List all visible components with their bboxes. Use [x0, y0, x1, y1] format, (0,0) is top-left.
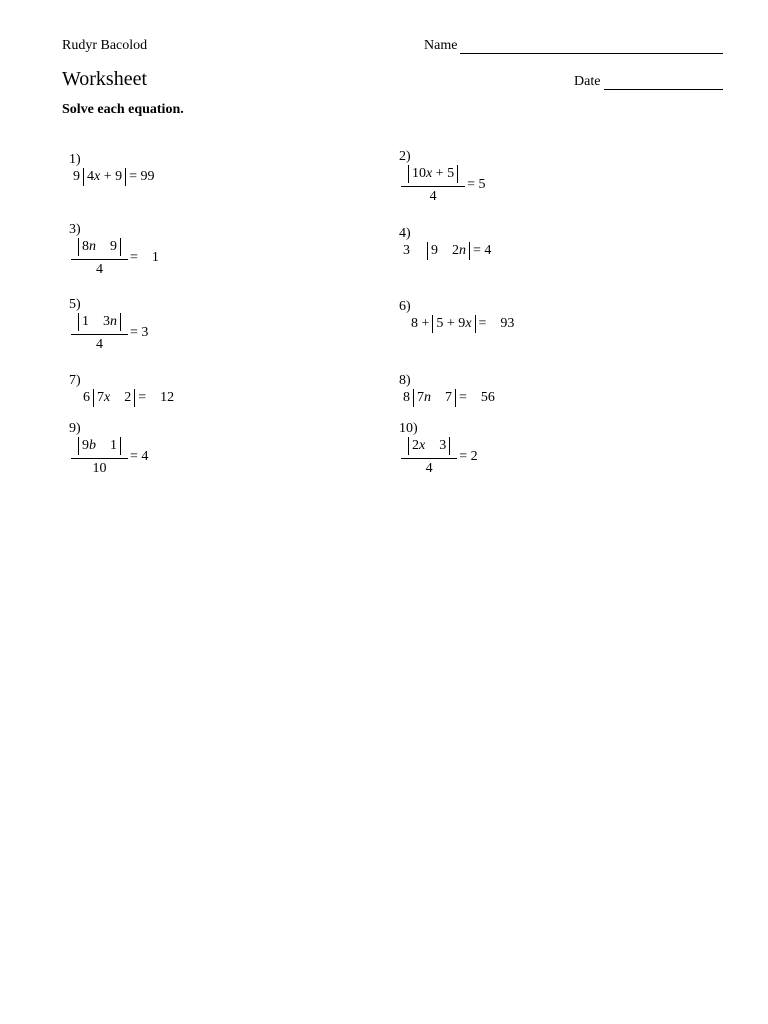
- problem-9: [62, 405, 148, 477]
- problem-2: [392, 133, 486, 205]
- absolute-value-expression: 10x + 5: [412, 166, 455, 182]
- right-hand-side: = 99: [129, 169, 155, 185]
- problem-4: [392, 210, 491, 260]
- absolute-value-expression: 2x 3: [412, 438, 447, 454]
- fraction: [401, 437, 457, 477]
- problem-3: [62, 206, 159, 278]
- problem-number: 2): [399, 149, 411, 164]
- problem-number: 4): [399, 226, 411, 241]
- right-hand-side: = 3: [130, 325, 149, 341]
- absolute-value-expression: 9b 1: [82, 438, 117, 454]
- absolute-value-expression: 1 3n: [82, 314, 117, 330]
- problem-6: [392, 283, 514, 333]
- denominator: 4: [96, 262, 103, 278]
- right-hand-side: = 5: [467, 177, 486, 193]
- problem-number: 6): [399, 299, 411, 314]
- fraction: [71, 238, 128, 278]
- right-hand-side: = 93: [478, 316, 515, 332]
- name-label: Name: [424, 38, 458, 53]
- problem-number: 9): [69, 421, 81, 436]
- prefix: 8 +: [411, 316, 430, 332]
- denominator: 10: [92, 461, 107, 477]
- absolute-value-expression: 7n 7: [417, 390, 452, 406]
- problem-8: [392, 357, 495, 407]
- denominator: 4: [96, 337, 103, 353]
- instructions: Solve each equation.: [62, 102, 184, 117]
- fraction: [71, 313, 128, 353]
- problem-number: 8): [399, 373, 411, 388]
- problem-5: [62, 281, 148, 353]
- absolute-value-expression: 4x + 9: [87, 169, 123, 185]
- prefix: 3: [403, 243, 410, 259]
- problem-number: 10): [399, 421, 418, 436]
- right-hand-side: = 12: [138, 390, 175, 406]
- author-name: Rudyr Bacolod: [62, 38, 148, 53]
- problem-number: 7): [69, 373, 81, 388]
- right-hand-side: = 56: [459, 390, 495, 406]
- name-blank-line: [460, 53, 723, 54]
- coefficient: 8: [403, 390, 410, 406]
- coefficient: 9: [73, 169, 80, 185]
- absolute-value-expression: 8n 9: [82, 239, 117, 255]
- coefficient: 6: [83, 390, 90, 406]
- absolute-value-expression: 5 + 9x: [436, 316, 472, 332]
- right-hand-side: = 2: [459, 449, 478, 465]
- fraction: [71, 437, 128, 477]
- worksheet-title: Worksheet: [62, 68, 148, 90]
- date-label: Date: [574, 74, 601, 89]
- absolute-value-expression: 7x 2: [97, 390, 132, 406]
- absolute-value-expression: 9 2n: [431, 243, 466, 259]
- right-hand-side: = 4: [130, 449, 149, 465]
- problem-7: [62, 357, 174, 407]
- problem-number: 5): [69, 297, 81, 312]
- denominator: 4: [425, 461, 433, 477]
- problem-10: [392, 405, 478, 477]
- date-blank-line: [604, 89, 723, 90]
- problem-number: 3): [69, 222, 81, 237]
- right-hand-side: = 1: [130, 250, 159, 266]
- problem-number: 1): [69, 152, 81, 167]
- fraction: [401, 165, 465, 205]
- denominator: 4: [429, 189, 437, 205]
- problem-1: [62, 136, 155, 186]
- right-hand-side: = 4: [473, 243, 492, 259]
